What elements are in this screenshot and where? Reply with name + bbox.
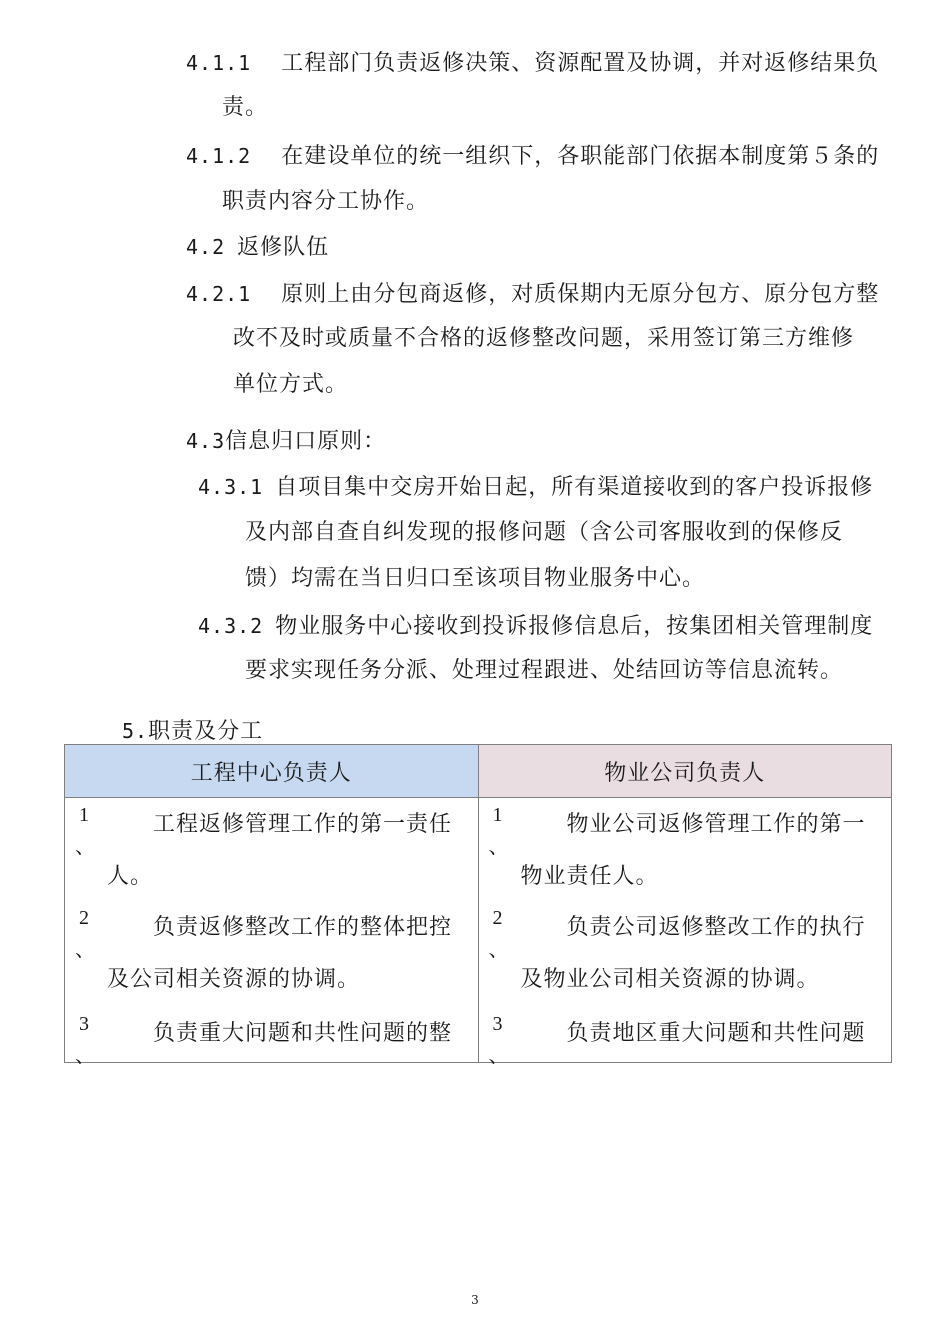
section-4-3-1-line1: 4.3.1 自项目集中交房开始日起，所有渠道接收到的客户投诉报修 xyxy=(198,475,874,500)
duty-table xyxy=(64,744,892,1067)
page-number: 3 xyxy=(471,1293,479,1307)
section-4-1-1-line1: 4.1.1 工程部门负责返修决策、资源配置及协调，并对返修结果负 xyxy=(186,51,880,76)
section-5-heading: 5.职责及分工 xyxy=(122,719,264,744)
section-4-3-2-line2: 要求实现任务分派、处理过程跟进、处结回访等信息流转。 xyxy=(245,658,844,683)
section-4-3-2-line1: 4.3.2 物业服务中心接收到投诉报修信息后，按集团相关管理制度 xyxy=(198,614,874,639)
property-duties-cell: 1 、 物业公司返修管理工作的第一 物业责任人。 2 、 负责公司返修整改工作的执行 及物业公司相关资源的协调。 3 、 负责地区重大问题和共性问题 xyxy=(478,798,892,1063)
header-property-lead: 物业公司负责人 xyxy=(478,745,892,798)
header-engineering-lead: 工程中心负责人 xyxy=(65,745,479,798)
section-4-1-2-line1: 4.1.2 在建设单位的统一组织下，各职能部门依据本制度第５条的 xyxy=(186,144,880,169)
section-4-1-1-line2: 责。 xyxy=(222,95,269,120)
section-4-3-1-line2: 及内部自查自纠发现的报修问题（含公司客服收到的保修反 xyxy=(245,520,844,545)
section-4-2-1-line3: 单位方式。 xyxy=(233,372,349,397)
section-4-2-1-line1: 4.2.1 原则上由分包商返修，对质保期内无原分包方、原分包方整 xyxy=(186,282,880,307)
section-4-2-1-line2: 改不及时或质量不合格的返修整改问题，采用签订第三方维修 xyxy=(233,326,855,351)
section-4-3-1-line3: 馈）均需在当日归口至该项目物业服务中心。 xyxy=(245,566,706,591)
section-4-2-heading: 4.2 返修队伍 xyxy=(186,235,330,260)
section-4-1-2-line2: 职责内容分工协作。 xyxy=(222,189,430,214)
engineering-duties-cell: 1 、 工程返修管理工作的第一责任 人。 2 、 负责返修整改工作的整体把控 及公司相关资源的协调。 3 、 负责重大问题和共性问题的整 xyxy=(65,798,479,1063)
section-4-3-heading: 4.3信息归口原则： xyxy=(186,429,387,454)
